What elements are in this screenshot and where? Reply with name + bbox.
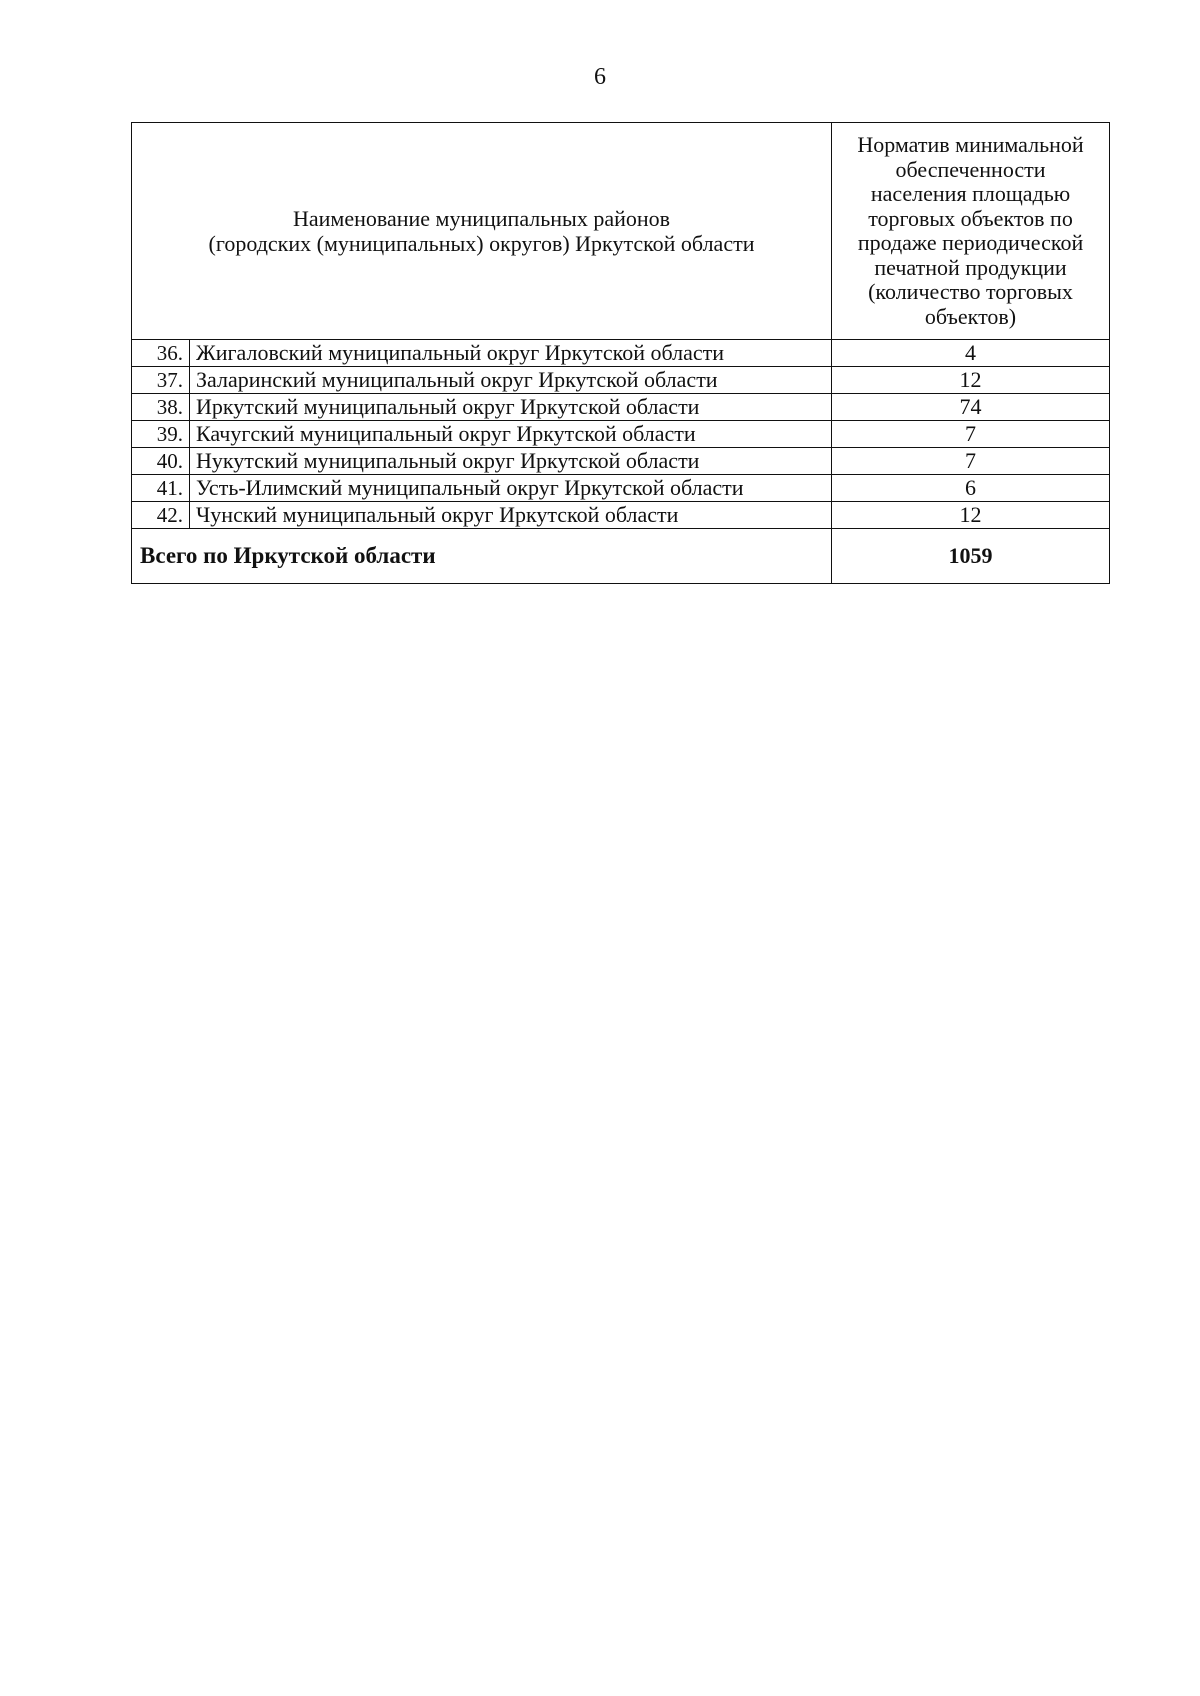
- row-district-name: Усть-Илимский муниципальный округ Иркутской области: [190, 475, 832, 502]
- total-label: Всего по Иркутской области: [132, 529, 832, 584]
- header-value-line: обеспеченности: [895, 156, 1046, 182]
- row-number: 36.: [132, 340, 190, 367]
- row-district-name: Иркутский муниципальный округ Иркутской области: [190, 394, 832, 421]
- row-number: 39.: [132, 421, 190, 448]
- table-row: [132, 394, 1110, 421]
- table-row: [132, 448, 1110, 475]
- row-norm-value: 7: [832, 421, 1110, 448]
- row-number: 38.: [132, 394, 190, 421]
- row-norm-value: 4: [832, 340, 1110, 367]
- row-number: 41.: [132, 475, 190, 502]
- norms-table: [131, 122, 1110, 584]
- row-norm-value: 12: [832, 367, 1110, 394]
- table-row: [132, 502, 1110, 529]
- total-row: [132, 529, 1110, 584]
- header-district-name: [132, 123, 832, 340]
- table-row: [132, 421, 1110, 448]
- page-number: 6: [594, 64, 606, 90]
- header-norm-value: [832, 123, 1110, 340]
- table-row: [132, 340, 1110, 367]
- row-district-name: Качугский муниципальный округ Иркутской области: [190, 421, 832, 448]
- header-value-line: торговых объектов по: [868, 205, 1073, 231]
- row-norm-value: 12: [832, 502, 1110, 529]
- header-value-line: населения площадью: [870, 181, 1071, 206]
- table-row: [132, 367, 1110, 394]
- header-name-line: (городских (муниципальных) округов) Иркутской области: [208, 231, 755, 256]
- row-number: 42.: [132, 502, 190, 529]
- header-name-line: Наименование муниципальных районов: [292, 206, 671, 231]
- row-district-name: Жигаловский муниципальный округ Иркутской области: [190, 340, 832, 367]
- table-header-row: [132, 123, 1110, 340]
- row-norm-value: 7: [832, 448, 1110, 475]
- row-number: 37.: [132, 367, 190, 394]
- header-value-line: печатной продукции: [874, 254, 1067, 280]
- row-norm-value: 74: [832, 394, 1110, 421]
- row-district-name: Чунский муниципальный округ Иркутской области: [190, 502, 832, 529]
- header-value-line: (количество торговых: [868, 279, 1073, 304]
- total-value: 1059: [832, 529, 1110, 584]
- header-value-line: объектов): [924, 303, 1017, 329]
- row-district-name: Заларинский муниципальный округ Иркутской области: [190, 367, 832, 394]
- row-district-name: Нукутский муниципальный округ Иркутской области: [190, 448, 832, 475]
- header-value-line: Норматив минимальной: [857, 132, 1084, 157]
- header-value-line: продаже периодической: [857, 230, 1084, 255]
- table-row: [132, 475, 1110, 502]
- row-norm-value: 6: [832, 475, 1110, 502]
- row-number: 40.: [132, 448, 190, 475]
